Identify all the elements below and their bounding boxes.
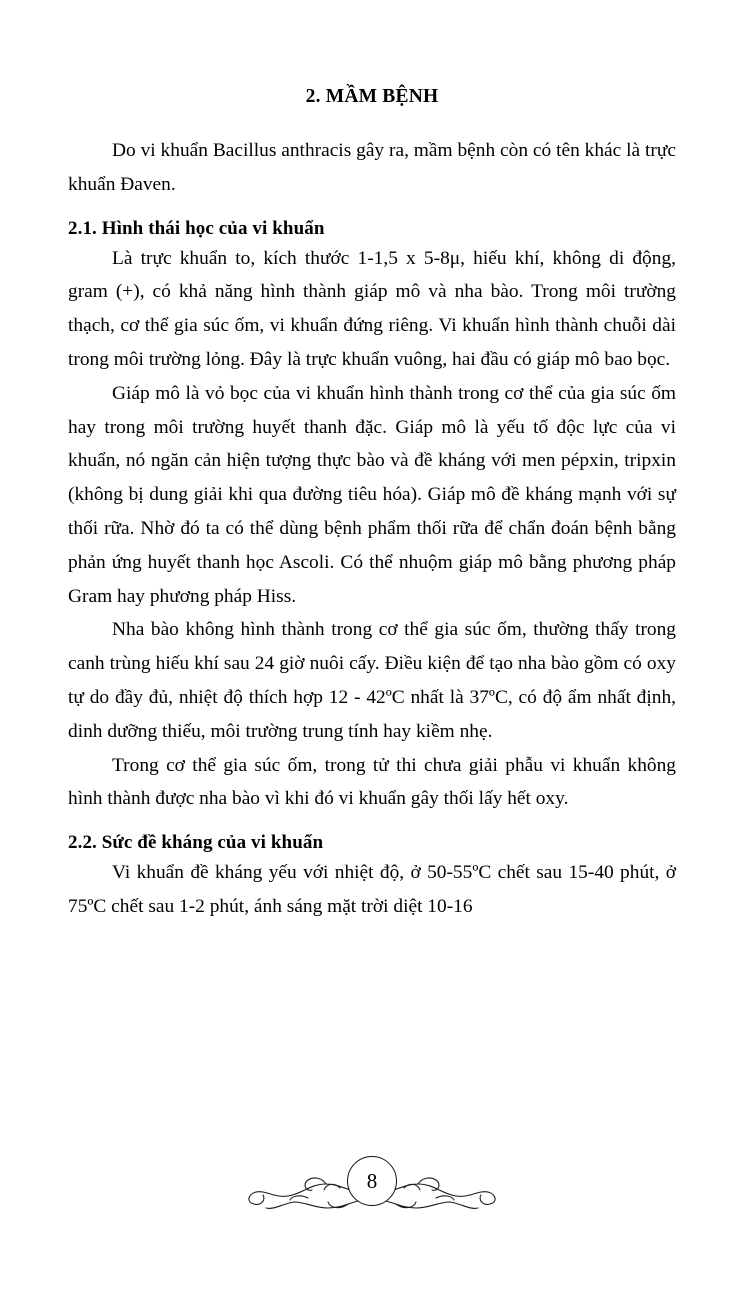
intro-paragraph: Do vi khuẩn Bacillus anthracis gây ra, mầm bệnh còn có tên khác là trực khuẩn Đaven. — [68, 140, 676, 195]
page-footer — [0, 1148, 744, 1238]
subsection-heading-2-2: 2.2. Sức đề kháng của vi khuẩn — [68, 832, 324, 854]
page-title: 2. MẦM BỆNH — [305, 86, 439, 107]
paragraph-2-1-4: Trong cơ thể gia súc ốm, trong tử thi chưa giải phẫu vi khuẩn không hình thành được nha bào vì khi đó vi khuẩn gây thối lấy hết oxy. — [68, 754, 676, 810]
paragraph-2-1-2: Giáp mô là vỏ bọc của vi khuẩn hình thành trong cơ thể của gia súc ốm hay trong môi trường huyết thanh đặc. Giáp mô là yếu tố độc lực của vi khuẩn, nó ngăn cản hiện tượng thực bào và đề kháng với men pépxin, tripxin (không bị dung giải khi qua đường tiêu hóa). Giáp mô đề kháng mạnh với sự thối rữa. Nhờ đó ta có thể dùng bệnh phẩm thối rữa để chẩn đoán bệnh bằng phản ứng huyết thanh học Ascoli. Có thể nhuộm giáp mô bằng phương pháp Gram hay phương pháp Hiss. — [68, 382, 676, 607]
page-content — [68, 86, 676, 924]
page-number: 8 — [347, 1156, 397, 1206]
paragraph-2-1-3: Nha bào không hình thành trong cơ thể gia súc ốm, thường thấy trong canh trùng hiếu khí sau 24 giờ nuôi cấy. Điều kiện để tạo nha bào gồm có oxy tự do đầy đủ, nhiệt độ thích hợp 12 - 42ºC nhất là 37ºC, có độ ẩm nhất định, dinh dưỡng thiếu, môi trường trung tính hay kiềm nhẹ. — [68, 619, 676, 742]
subsection-heading-2-1: 2.1. Hình thái học của vi khuẩn — [68, 217, 325, 239]
paragraph-2-1-1: Là trực khuẩn to, kích thước 1-1,5 x 5-8μ, hiếu khí, không di động, gram (+), có khả năng hình thành giáp mô và nha bào. Trong môi trường thạch, cơ thể gia súc ốm, vi khuẩn đứng riêng. Vi khuẩn hình thành chuỗi dài trong môi trường lỏng. Đây là trực khuẩn vuông, hai đầu có giáp mô bao bọc. — [68, 247, 676, 370]
paragraph-2-2-1: Vi khuẩn đề kháng yếu với nhiệt độ, ở 50-55ºC chết sau 15-40 phút, ở 75ºC chết sau 1-2 phút, ánh sáng mặt trời diệt 10-16 — [68, 862, 676, 917]
